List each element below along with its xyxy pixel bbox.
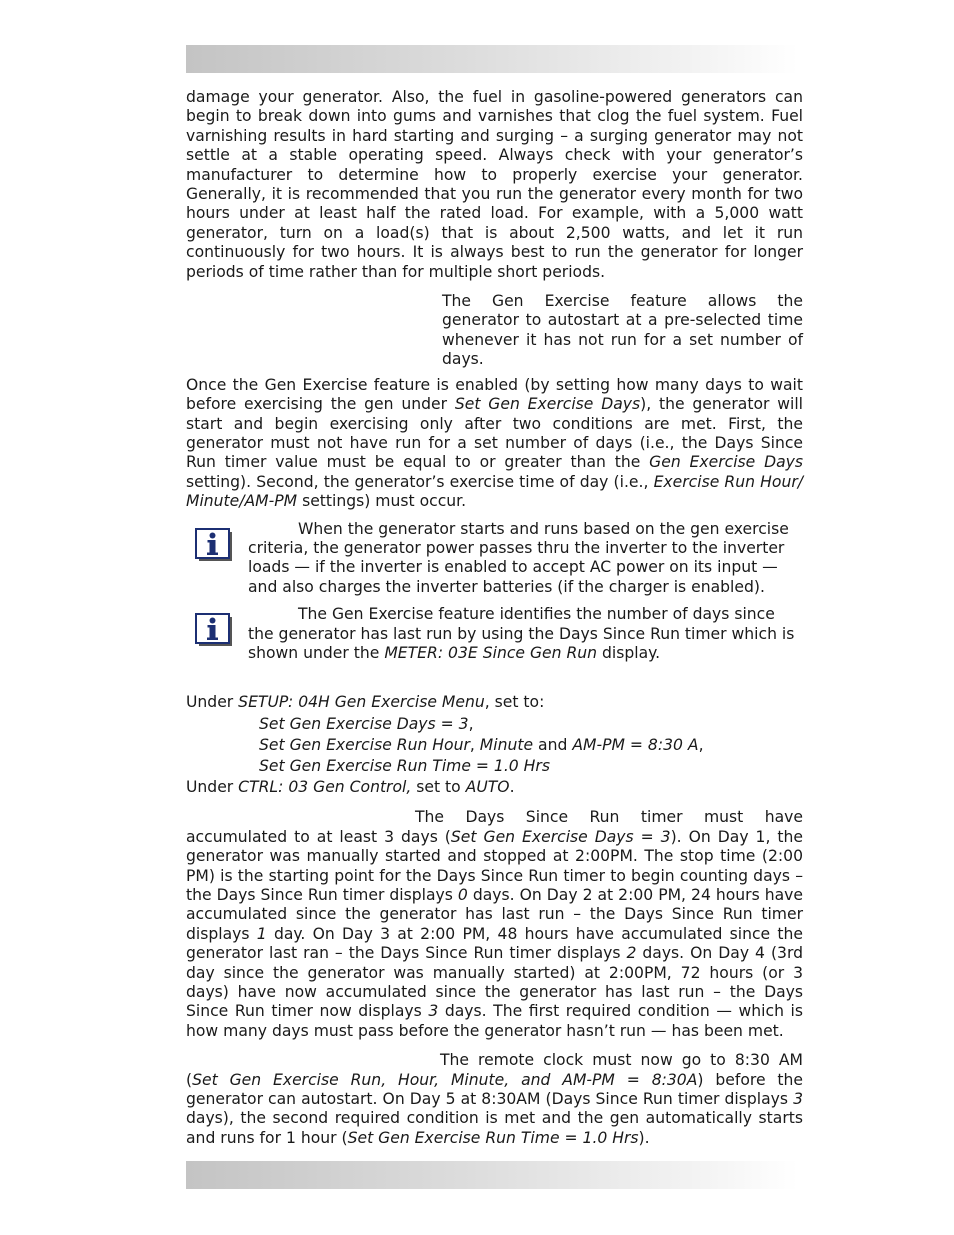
info-icon	[195, 528, 233, 562]
setup-menu-line: Under SETUP: 04H Gen Exercise Menu, set to:	[186, 693, 545, 712]
info-note-charging-text: When the generator starts and runs based on the gen exercise criteria, the generator power passes thru the inverter to the inverter loads — if the inverter is enabled to accept AC power on its input — and also charges the inverter batteries (if the charger is enabled).	[248, 519, 789, 596]
footer-band	[186, 1161, 798, 1189]
page-body	[186, 88, 803, 1148]
paragraph-condition-two: The remote clock must now go to 8:30 AM (Set Gen Exercise Run, Hour, Minute, and AM-PM = 8:30A) before the generator can autostart. On Day 5 at 8:30AM (Days Since Run timer displays 3 days), the second required condition is met and the gen automatically starts and runs for 1 hour (Set Gen Exercise Run Time = 1.0 Hrs).	[186, 1051, 803, 1147]
example-settings	[186, 692, 803, 798]
paragraph-condition-one: The Days Since Run timer must have accumulated to at least 3 days (Set Gen Exercise Days = 3). On Day 1, the generator was manually started and stopped at 2:00PM. The stop time (2:00 PM) is the starting point for the Days Since Run timer to begin counting days – the Days Since Run timer displays 0 days. On Day 2 at 2:00 PM, 24 hours have accumulated since the generator has last run – the Days Since Run timer displays 1 day. On Day 3 at 2:00 PM, 48 hours have accumulated since the generator last ran – the Days Since Run timer displays 2 days. On Day 4 (3rd day since the generator was manually started) at 2:00PM, 72 hours (or 3 days) have now accumulated since the generator has last run – the Days Since Run timer now displays 3 days. The first required condition — which is how many days must pass before the generator hasn’t run — has been met.	[186, 808, 803, 1040]
setting-exercise-days: Set Gen Exercise Days = 3,	[259, 714, 474, 733]
paragraph-gen-exercise-conditions: Once the Gen Exercise feature is enabled (by setting how many days to wait before exercising the gen under Set Gen Exercise Days), the generator will start and begin exercising only after two conditions are met. First, the generator must not have run for a set number of days (i.e., the Days Since Run timer value must be equal to or greater than the Gen Exercise Days setting). Second, the generator’s exercise time of day (i.e., Exercise Run Hour/ Minute/AM-PM settings) must occur.	[186, 375, 803, 511]
header-band	[186, 45, 798, 73]
setting-run-hour-minute: Set Gen Exercise Run Hour, Minute and AM-PM = 8:30 A,	[259, 735, 704, 754]
setting-run-time: Set Gen Exercise Run Time = 1.0 Hrs	[259, 756, 550, 775]
info-note-days-since-run: The Gen Exercise feature identifies the number of days since the generator has last run by using the Days Since Run timer which is shown under the METER: 03E Since Gen Run display.	[186, 605, 797, 663]
paragraph-gen-exercise-intro: The Gen Exercise feature allows the generator to autostart at a pre-selected time whenever it has not run for a set number of days.	[442, 292, 803, 369]
info-icon	[195, 613, 233, 647]
info-note-charging	[186, 520, 797, 598]
ctrl-menu-line: Under CTRL: 03 Gen Control, set to AUTO.	[186, 778, 515, 797]
paragraph-fuel-varnishing: damage your generator. Also, the fuel in gasoline-powered generators can begin to break down into gums and varnishes that clog the fuel system. Fuel varnishing results in hard starting and surging – a surging generator may not settle at a stable operating speed. Always check with your generator’s manufacturer to determine how to properly exercise your generator. Generally, it is recommended that you run the generator every month for two hours under at least half the rated load. For example, with a 5,000 watt generator, turn on a load(s) that is about 2,500 watts, and let it run continuously for two hours. It is always best to run the generator for longer periods of time rather than for multiple short periods.	[186, 88, 803, 281]
